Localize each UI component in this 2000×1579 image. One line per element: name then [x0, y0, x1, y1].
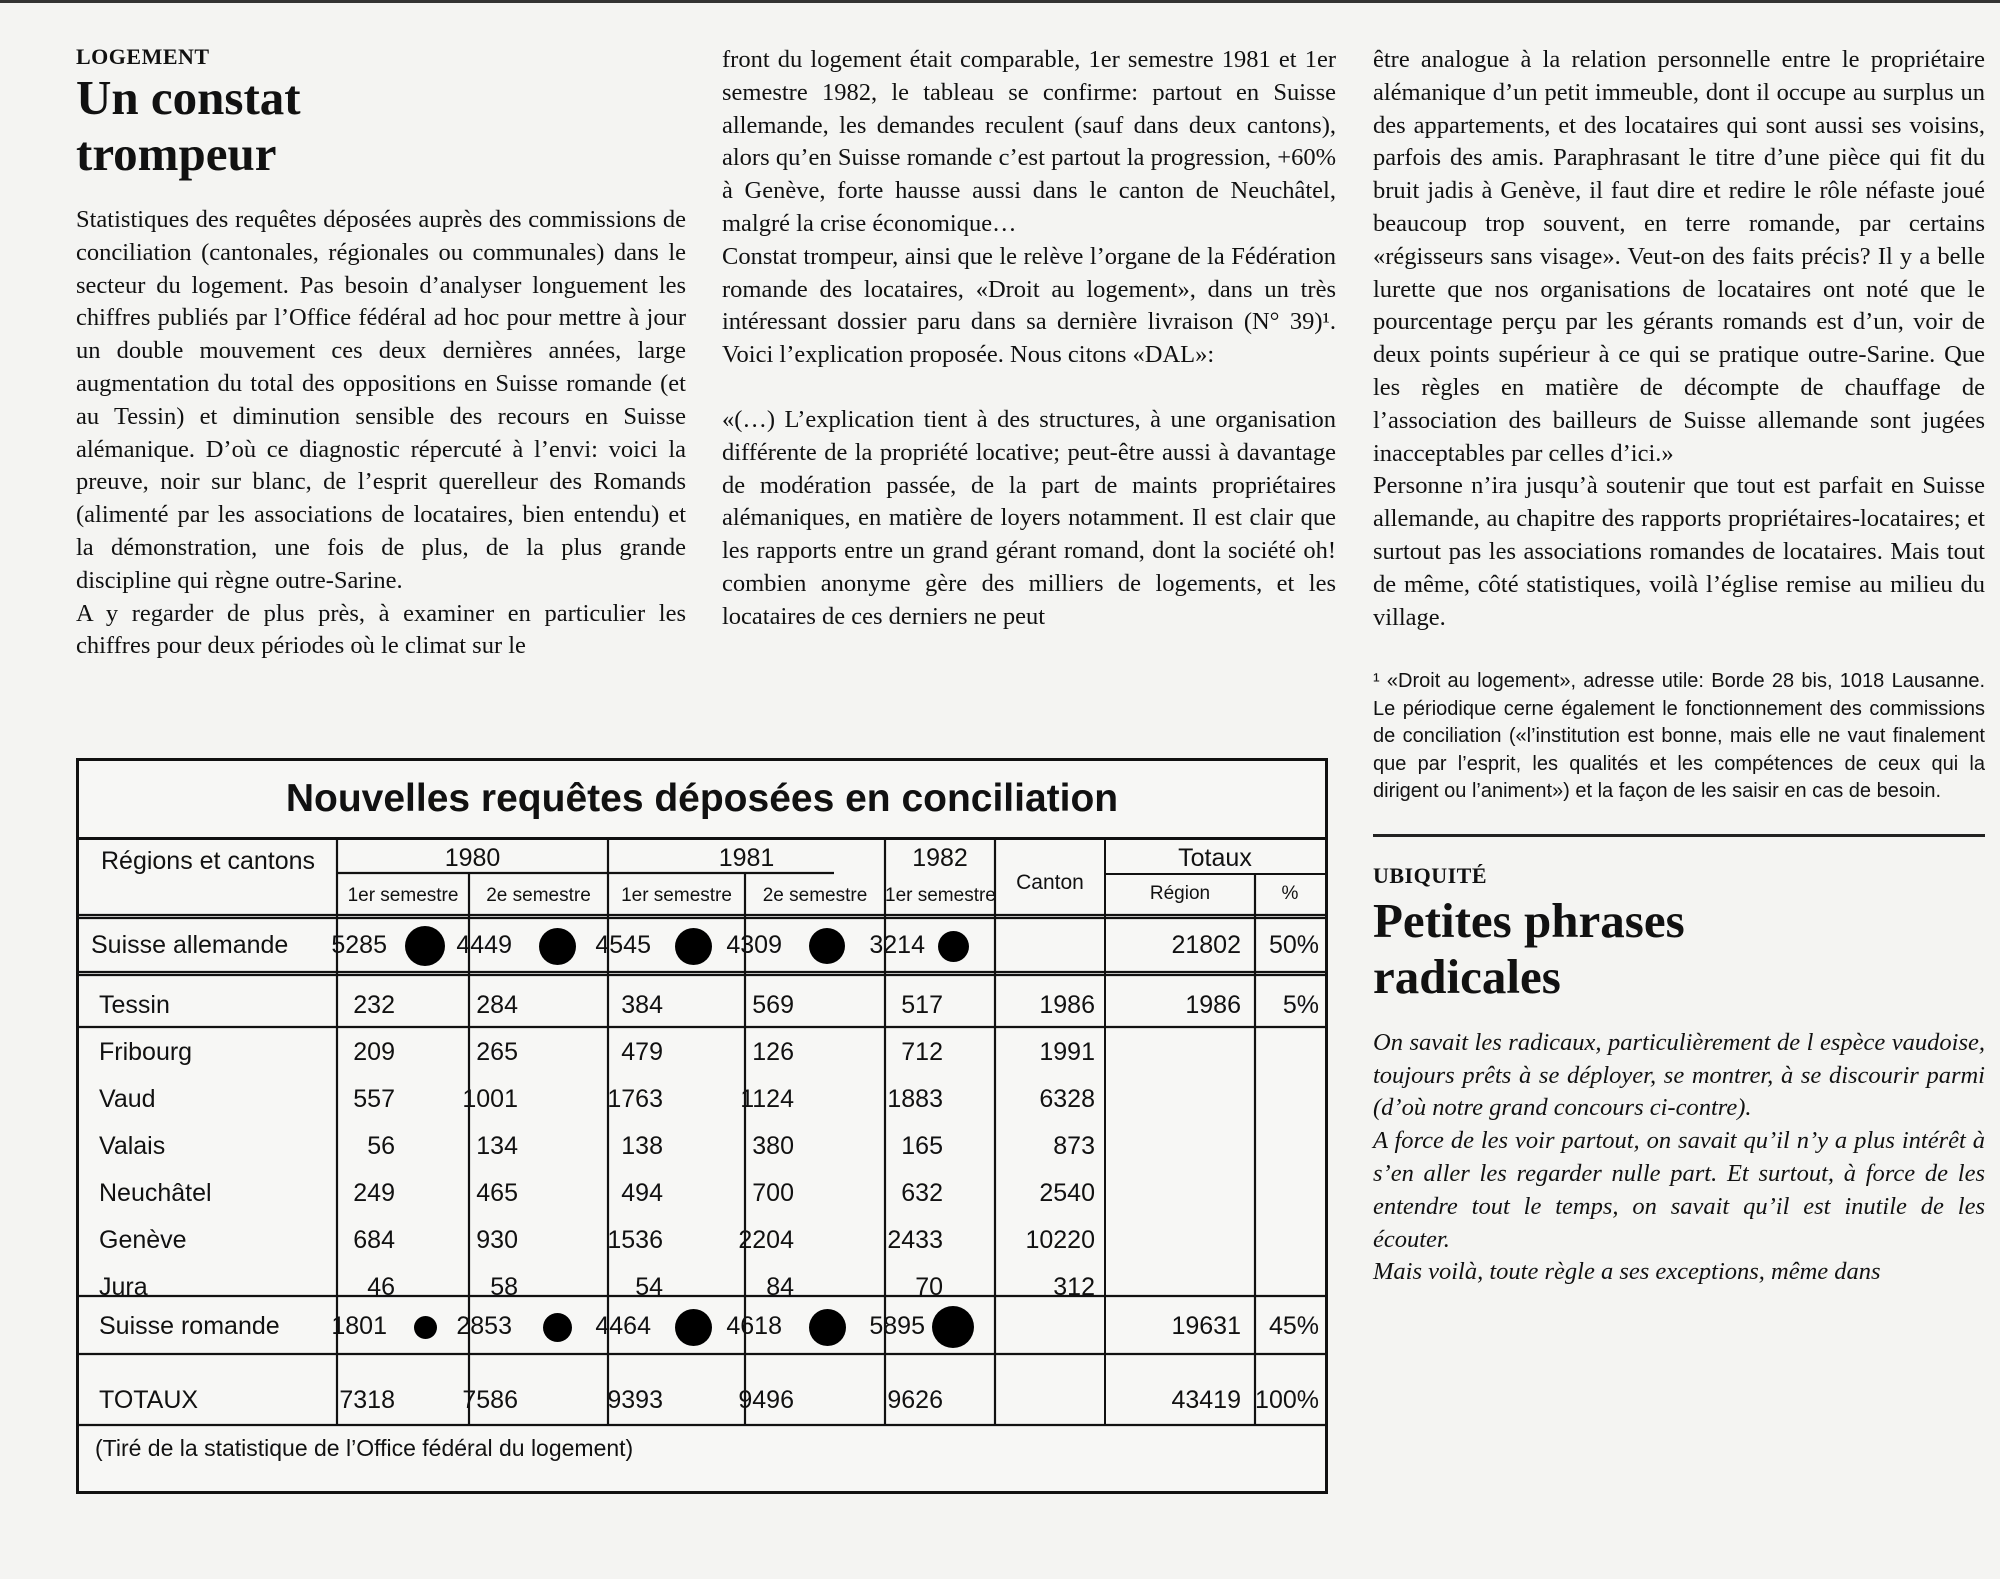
proportion-dot-marker	[675, 928, 712, 965]
headline-line-2: trompeur	[76, 126, 277, 181]
header-1980-s2: 2e semestre	[486, 885, 591, 906]
table-cell: 9626	[887, 1386, 943, 1414]
paragraph: A y regarder de plus près, à examiner en particulier les chiffres pour deux périodes où le climat sur le	[76, 599, 686, 660]
header-percent: %	[1281, 883, 1299, 904]
table-cell: 54	[635, 1273, 663, 1301]
row-label: Jura	[99, 1273, 148, 1301]
paragraph: Constat trompeur, ainsi que le relève l’organe de la Fédération romande des locataires, «Droit au logement», dans un très intéressant dossier paru dans sa dernière livraison (N° 39)¹. Voici l’explication proposée. Nous citons «DAL»:	[722, 242, 1336, 369]
table-cell: 2433	[887, 1226, 943, 1254]
paragraph: être analogue à la relation personnelle entre le propriétaire alémanique d’un petit immeuble, dont il occupe au surplus un des appartements, et des locataires qui sont aussi ses voisins, parfois des amis. Paraphrasant le titre d’une pièce qui fit du bruit jadis à Genève, il faut dire et redire le rôle néfaste joué beaucoup trop souvent, en terre romande, par certains «régisseurs sans visage». Veut-on des faits précis? Il y a belle lurette que nos organisations de locataires ont noté que le pourcentage perçu par les gérants romands est d’un, voir de deux points supérieur à ce qui se pratique outre-Sarine. Que les règles en matière de décompte de chauffage de l’association des bailleurs de Suisse allemande sont jugées inacceptables par celles d’ici.»	[1373, 46, 1985, 467]
row-label: Vaud	[99, 1085, 156, 1113]
row-label: TOTAUX	[99, 1386, 199, 1414]
headline-un-constat-trompeur	[76, 70, 686, 182]
header-1982-s1: 1er semestre	[885, 885, 996, 906]
table-cell: 9393	[607, 1386, 663, 1414]
paragraph: front du logement était comparable, 1er semestre 1981 et 1er semestre 1982, le tableau se confirme: partout en Suisse allemande, les demandes reculent (sauf dans deux cantons), alors qu’en Suisse romande c’est partout la progression, +60% à Genève, forte hausse aussi dans le canton de Neuchâtel, malgré la crise économique…	[722, 46, 1336, 237]
table-cell: 1124	[740, 1085, 794, 1113]
table-cell: 100%	[1255, 1386, 1319, 1414]
table-cell: 569	[752, 991, 794, 1019]
header-regions: Régions et cantons	[100, 847, 316, 875]
paragraph: Personne n’ira jusqu’à soutenir que tout est parfait en Suisse allemande, au chapitre des rapports propriétaires-locataires; et surtout pas les associations romandes de locataires. Mais tout de même, côté statistiques, voilà l’église remise au milieu du village.	[1373, 472, 1985, 631]
table-cell: 1991	[1039, 1038, 1095, 1066]
table-cell: 10220	[1025, 1226, 1095, 1254]
proportion-dot-marker	[539, 928, 576, 965]
table-cell: 4545	[595, 931, 651, 959]
table-source: (Tiré de la statistique de l’Office fédéral du logement)	[95, 1435, 634, 1461]
table-cell: 1763	[607, 1085, 663, 1113]
table-cell: 479	[621, 1038, 663, 1066]
table-cell: 5%	[1282, 991, 1319, 1019]
table-cell: 1986	[1185, 991, 1241, 1019]
section-divider	[1373, 834, 1985, 837]
table-cell: 1801	[331, 1312, 387, 1340]
table-cell: 46	[367, 1273, 395, 1301]
italic-lead	[1373, 1027, 1985, 1289]
table-cell: 209	[353, 1038, 395, 1066]
header-1981: 1981	[718, 844, 775, 872]
table-cell: 4464	[595, 1312, 651, 1340]
header-1982: 1982	[912, 844, 968, 872]
footnote: ¹ «Droit au logement», adresse utile: Borde 28 bis, 1018 Lausanne. Le périodique cerne également le fonctionnement des commissions de conciliation («l’institution est bonne, mais elle ne vaut finalement que par l’esprit, les qualités et les compétences de ceux qui la dirigent ou l’animent») et la façon de les saisir en cas de besoin.	[1373, 670, 1985, 803]
header-region: Région	[1149, 883, 1211, 904]
table-cell: 134	[476, 1132, 518, 1160]
table-cell: 45%	[1268, 1312, 1319, 1340]
table-cell: 465	[476, 1179, 518, 1207]
kicker-logement: LOGEMENT	[76, 44, 210, 69]
table-cell: 5895	[869, 1312, 925, 1340]
table-cell: 700	[752, 1179, 794, 1207]
proportion-dot-marker	[938, 931, 969, 962]
headline-line-1: Petites phrases	[1373, 892, 1685, 948]
header-totaux: Totaux	[1178, 844, 1252, 872]
table-cell: 312	[1053, 1273, 1095, 1301]
table-cell: 494	[621, 1179, 663, 1207]
table-cell: 1001	[462, 1085, 518, 1113]
table-cell: 284	[476, 991, 518, 1019]
row-label: Tessin	[99, 991, 170, 1019]
table-cell: 58	[490, 1273, 518, 1301]
row-label: Genève	[99, 1226, 187, 1254]
table-cell: 126	[752, 1038, 794, 1066]
top-rule	[0, 0, 2000, 3]
row-label: Suisse romande	[99, 1312, 280, 1340]
table-cell: 21802	[1171, 931, 1241, 959]
proportion-dot-marker	[932, 1306, 974, 1348]
paragraph: Mais voilà, toute règle a ses exceptions, même dans	[1373, 1258, 1881, 1286]
table-cell: 138	[621, 1132, 663, 1160]
table-cell: 632	[901, 1179, 943, 1207]
table-cell: 2204	[738, 1226, 794, 1254]
column-1	[76, 44, 686, 663]
table-cell: 557	[353, 1085, 395, 1113]
table-cell: 5285	[331, 931, 387, 959]
table-cell: 50%	[1268, 931, 1319, 959]
header-1980-s1: 1er semestre	[347, 885, 459, 906]
proportion-dot-marker	[675, 1309, 712, 1346]
table-cell: 2853	[456, 1312, 512, 1340]
table-cell: 517	[901, 991, 943, 1019]
table-cell: 684	[353, 1226, 395, 1254]
column-2	[722, 44, 1336, 634]
column-3	[1373, 44, 1985, 1289]
table-cell: 56	[367, 1132, 395, 1160]
table-cell: 6328	[1039, 1085, 1095, 1113]
table-cell: 712	[901, 1038, 943, 1066]
row-label: Fribourg	[99, 1038, 193, 1066]
table-cell: 3214	[869, 931, 925, 959]
table-cell: 1536	[607, 1226, 663, 1254]
table-cell: 165	[901, 1132, 943, 1160]
table-cell: 7586	[462, 1386, 518, 1414]
proportion-dot-marker	[543, 1313, 572, 1342]
header-1980: 1980	[444, 844, 501, 872]
table-cell: 930	[476, 1226, 518, 1254]
table-cell: 265	[476, 1038, 518, 1066]
headline-petites-phrases-radicales	[1373, 893, 1985, 1005]
header-1981-s2: 2e semestre	[762, 885, 868, 906]
proportion-dot-marker	[414, 1316, 437, 1339]
table-cell: 9496	[738, 1386, 794, 1414]
paragraph: Statistiques des requêtes déposées auprès des commissions de conciliation (cantonales, régionales ou communales) dans le secteur du logement. Pas besoin d’analyser longuement les chiffres publiés par l’Office fédéral ad hoc pour mettre à jour un double mouvement ces deux dernières années, large augmentation du total des oppositions en Suisse romande (et au Tessin) et diminution sensible des recours en Suisse alémanique. D’où ce diagnostic répercuté à l’envi: voici la preuve, noir sur blanc, de l’esprit querelleur des Romands (alimenté par les associations de locataires, bien entendu) et la démonstration, une fois de plus, de la plus grande discipline qui règne outre-Sarine.	[76, 206, 686, 594]
table-cell: 1986	[1039, 991, 1095, 1019]
table-cell: 1883	[887, 1085, 943, 1113]
table-cell: 249	[353, 1179, 395, 1207]
table-cell: 380	[752, 1132, 794, 1160]
table-cell: 873	[1053, 1132, 1095, 1160]
header-canton: Canton	[1016, 871, 1084, 894]
kicker-ubiquite: UBIQUITÉ	[1373, 862, 1488, 888]
table-cell: 19631	[1171, 1312, 1241, 1340]
row-label: Neuchâtel	[99, 1179, 212, 1207]
table-cell: 4449	[456, 931, 512, 959]
paragraph: A force de les voir partout, on savait qu’il n’y a plus intérêt à s’en aller les regarder nulle part. Et surtout, à force de les entendre tout le temps, on savait qu’il est inutile de les écouter.	[1373, 1127, 1985, 1253]
row-label: Valais	[99, 1132, 166, 1160]
table-cell: 84	[766, 1273, 794, 1301]
table-cell: 4618	[726, 1312, 782, 1340]
table-cell: 4309	[726, 931, 782, 959]
proportion-dot-marker	[809, 928, 845, 964]
quote-paragraph: «(…) L’explication tient à des structures, à une organisation différente de la propriété locative; peut-être aussi à davantage de modération passée, de la part de maints propriétaires alémaniques, en matière de loyers notamment. Il est clair que les rapports entre un grand gérant romand, dont la société oh! combien anonyme gère des milliers de logements, et les locataires de ces derniers ne peut	[722, 405, 1336, 630]
table-cell: 43419	[1171, 1386, 1241, 1414]
table-title: Nouvelles requêtes déposées en conciliation	[79, 761, 1325, 840]
proportion-dot-marker	[405, 926, 445, 966]
proportion-dot-marker	[809, 1309, 846, 1346]
header-1981-s1: 1er semestre	[621, 885, 732, 906]
paragraph: On savait les radicaux, particulièrement de l espèce vaudoise, toujours prêts à se déployer, se montrer, à se discourir parmi (d’où notre grand concours ci-contre).	[1373, 1028, 1985, 1122]
headline-line-2: radicales	[1373, 948, 1561, 1004]
table-cell: 384	[621, 991, 663, 1019]
table-cell: 7318	[339, 1386, 395, 1414]
statistics-table	[76, 758, 1328, 1494]
table-cell: 70	[915, 1273, 943, 1301]
row-label: Suisse allemande	[91, 931, 289, 959]
table-cell: 2540	[1039, 1179, 1095, 1207]
table-cell: 232	[353, 991, 395, 1019]
headline-line-1: Un constat	[76, 70, 301, 125]
